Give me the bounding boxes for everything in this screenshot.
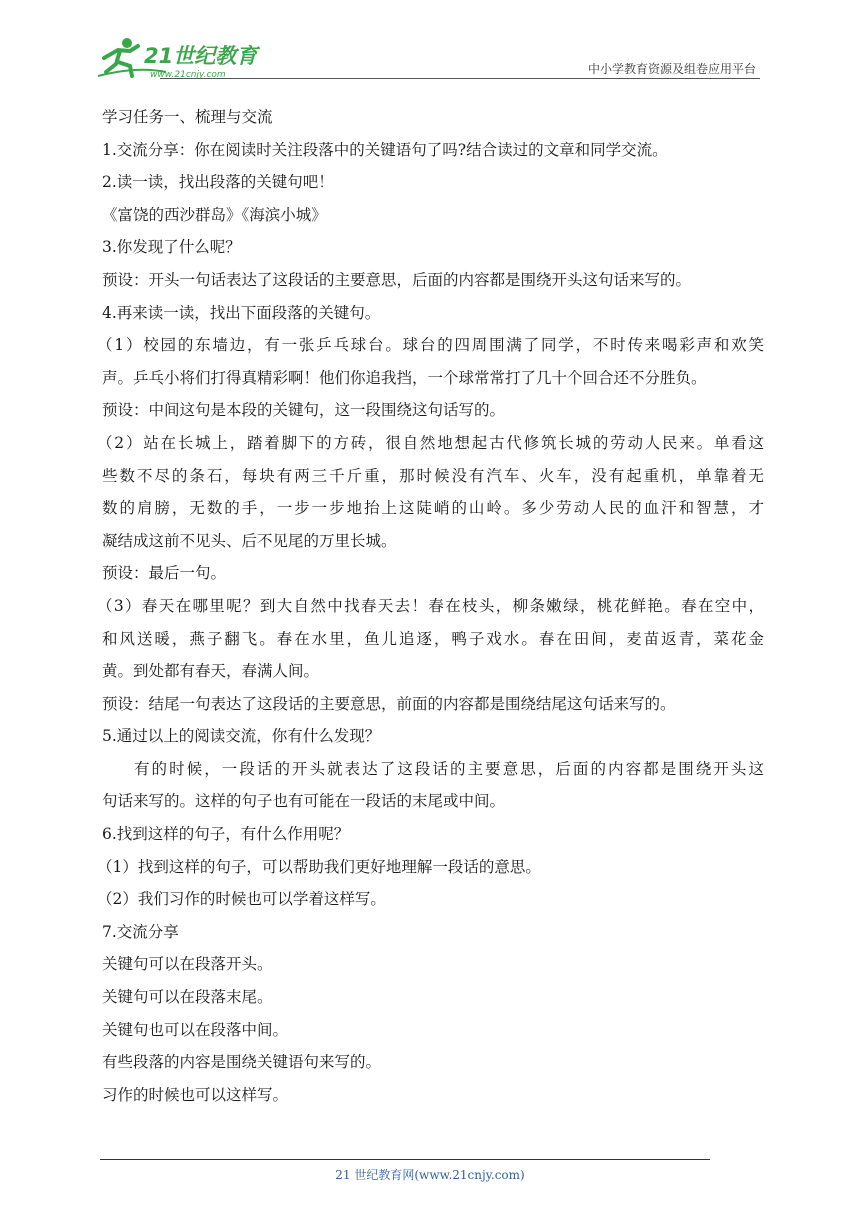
text-line: 3.你发现了什么呢？ <box>102 238 241 257</box>
logo-text: 21世纪教育 <box>144 44 258 68</box>
text-line: （2）我们习作的时候也可以学着这样写。 <box>97 890 386 909</box>
text-line: 声。乒乓小将们打得真精彩啊！他们你追我挡，一个球常常打了几十个回合还不分胜负。 <box>102 368 707 387</box>
text-line: 数的肩膀，无数的手，一步一步地抬上这陡峭的山岭。多少劳动人民的血汗和智慧，才 <box>102 499 764 518</box>
text-line: 关键句也可以在段落中间。 <box>102 1020 289 1039</box>
text-line: 和风送暖，燕子翻飞。春在水里，鱼儿追逐，鸭子戏水。春在田间，麦苗返青，菜花金 <box>102 629 764 648</box>
text-line: 凝结成这前不见头、后不见尾的万里长城。 <box>102 531 397 550</box>
text-line: 7.交流分享 <box>102 922 179 941</box>
text-line: 4.再来读一读，找出下面段落的关键句。 <box>102 303 381 322</box>
text-line: 1.交流分享：你在阅读时关注段落中的关键语句了吗?结合读过的文章和同学交流。 <box>102 140 668 159</box>
footer-divider <box>100 1159 710 1160</box>
text-line: 6.找到这样的句子，有什么作用呢？ <box>102 825 350 844</box>
text-line: （1）找到这样的句子，可以帮助我们更好地理解一段话的意思。 <box>97 857 541 876</box>
text-line: （3）春天在哪里呢？到大自然中找春天去！春在枝头，柳条嫩绿，桃花鲜艳。春在空中， <box>97 596 764 615</box>
text-line: 2.读一读，找出段落的关键句吧！ <box>102 173 334 192</box>
page-header <box>96 28 760 80</box>
logo <box>96 36 266 80</box>
text-line: 学习任务一、梳理与交流 <box>102 108 273 126</box>
text-line: 《富饶的西沙群岛》《海滨小城》 <box>102 205 327 224</box>
text-line: 预设：中间这句是本段的关键句，这一段围绕这句话写的。 <box>102 401 506 420</box>
text-line: （2）站在长城上，踏着脚下的方砖，很自然地想起古代修筑长城的劳动人民来。单看这 <box>97 433 764 452</box>
text-line: （1）校园的东墙边，有一张乒乓球台。球台的四周围满了同学，不时传来喝彩声和欢笑 <box>97 336 764 355</box>
text-line: 预设：结尾一句表达了这段话的主要意思，前面的内容都是围绕结尾这句话来写的。 <box>102 694 676 713</box>
text-line: 关键句可以在段落开头。 <box>102 955 273 974</box>
text-line: 预设：最后一句。 <box>102 564 227 583</box>
footer-text: 21 世纪教育网(www.21cnjy.com) <box>335 1168 525 1182</box>
document-body <box>97 101 764 1111</box>
text-line: 黄。到处都有春天，春满人间。 <box>102 662 320 681</box>
text-line: 关键句可以在段落末尾。 <box>102 988 273 1007</box>
header-divider <box>160 78 760 79</box>
text-line: 习作的时候也可以这样写。 <box>102 1085 289 1104</box>
platform-name: 中小学教育资源及组卷应用平台 <box>587 62 756 76</box>
text-line: 句话来写的。这样的句子也有可能在一段话的末尾或中间。 <box>102 792 506 811</box>
logo-url: www.21cnjy.com <box>150 70 226 80</box>
text-line: 预设：开头一句话表达了这段话的主要意思，后面的内容都是围绕开头这句话来写的。 <box>102 270 692 289</box>
text-line: 5.通过以上的阅读交流，你有什么发现？ <box>102 727 381 746</box>
text-line: 有些段落的内容是围绕关键语句来写的。 <box>102 1053 382 1072</box>
text-line: 些数不尽的条石，每块有两三千斤重，那时候没有汽车、火车，没有起重机，单靠着无 <box>102 466 764 485</box>
text-line: 有的时候，一段话的开头就表达了这段话的主要意思，后面的内容都是围绕开头这 <box>134 759 764 778</box>
